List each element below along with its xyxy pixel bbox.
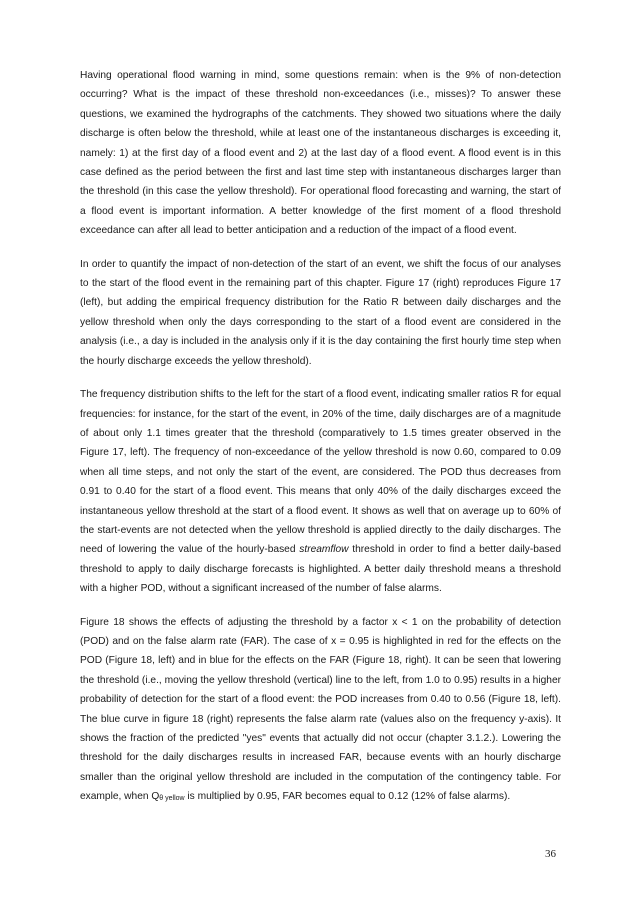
page-number: 36 — [545, 848, 556, 860]
text-run: Figure 18 shows the effects of adjusting the threshold by a factor x < 1 on the probability of detection (POD) and on the false alarm rate (FAR). The case of x = 0.95 is highlighted in red for the effects on the POD (Figure 18, left) and in blue for the effects on the FAR (Figure 18, right). It can be seen that lowering the threshold (i.e., moving the yellow threshold (vertical) line to the left, from 1.0 to 0.95) results in a higher probability of detection for the start of a flood event: the POD increases from 0.40 to 0.56 (Figure 18, left). The blue curve in figure 18 (right) represents the false alarm rate (values also on the frequency y-axis). It shows the fraction of the predicted "yes" events that actually did not occur (chapter 3.1.2.). Lowering the threshold for the daily discharges results in increased FAR, because events with an hourly discharge smaller than the original yellow threshold are included in the computation of the contingency table. For example, when Q — [80, 616, 561, 803]
text-run: threshold in order to find a better daily-based threshold to apply to daily discharge forecasts is highlighted. A better daily threshold means a threshold with a higher POD, without a significant increased of the number of false alarms. — [80, 544, 561, 595]
text-run: The frequency distribution shifts to the left for the start of a flood event, indicating smaller ratios R for equal frequencies: for instance, for the start of the event, in 20% of the time, daily discharges are of a magnitude of about only 1.1 times greater that the threshold (comparatively to 1.5 times greater observed in the Figure 17, left). The frequency of non-exceedance of the yellow threshold is now 0.60, compared to 0.09 when all time steps, and not only the start of the event, are considered. The POD thus decreases from 0.91 to 0.40 for the start of a flood event. This means that only 40% of the daily discharges exceed the instantaneous yellow threshold at the start of a flood event. It shows as well that on average up to 60% of the start-events are not detected when the yellow threshold is applied directly to the daily discharges. The need of lowering the value of the hourly-based — [80, 389, 561, 556]
page-body — [80, 66, 561, 821]
paragraph-frequency-distribution — [80, 385, 561, 598]
paragraph-operational-flood-warning: Having operational flood warning in mind, some questions remain: when is the 9% of non-detection occurring? What is the impact of these threshold non-exceedances (i.e., misses)? To answer these questions, we examined the hydrographs of the catchments. They showed two situations where the daily discharge is often below the threshold, while at least one of the instantaneous discharges is exceeding it, namely: 1) at the first day of a flood event and 2) at the last day of a flood event. A flood event is in this case defined as the period between the first and last time step with instantaneous discharges larger than the threshold (in this case the yellow threshold). For operational flood forecasting and warning, the start of a flood event is important information. A better knowledge of the first moment of a flood threshold exceedance can after all lead to better anticipation and a reduction of the impact of a flood event. — [80, 70, 561, 237]
subscript-theta-yellow: θ yellow — [159, 795, 185, 803]
paragraph-figure-18 — [80, 613, 561, 807]
text-run: is multiplied by 0.95, FAR becomes equal to 0.12 (12% of false alarms). — [184, 791, 511, 803]
italic-term: streamflow — [299, 544, 349, 556]
paragraph-start-of-event: In order to quantify the impact of non-detection of the start of an event, we shift the focus of our analyses to the start of the flood event in the remaining part of this chapter. Figure 17 (right) reproduces Figure 17 (left), but adding the empirical frequency distribution for the Ratio R between daily discharges and the yellow threshold when only the days corresponding to the start of a flood event are considered in the analysis (i.e., a day is included in the analysis only if it is the day containing the first hourly time step when the hourly discharge exceeds the yellow threshold). — [80, 258, 561, 367]
